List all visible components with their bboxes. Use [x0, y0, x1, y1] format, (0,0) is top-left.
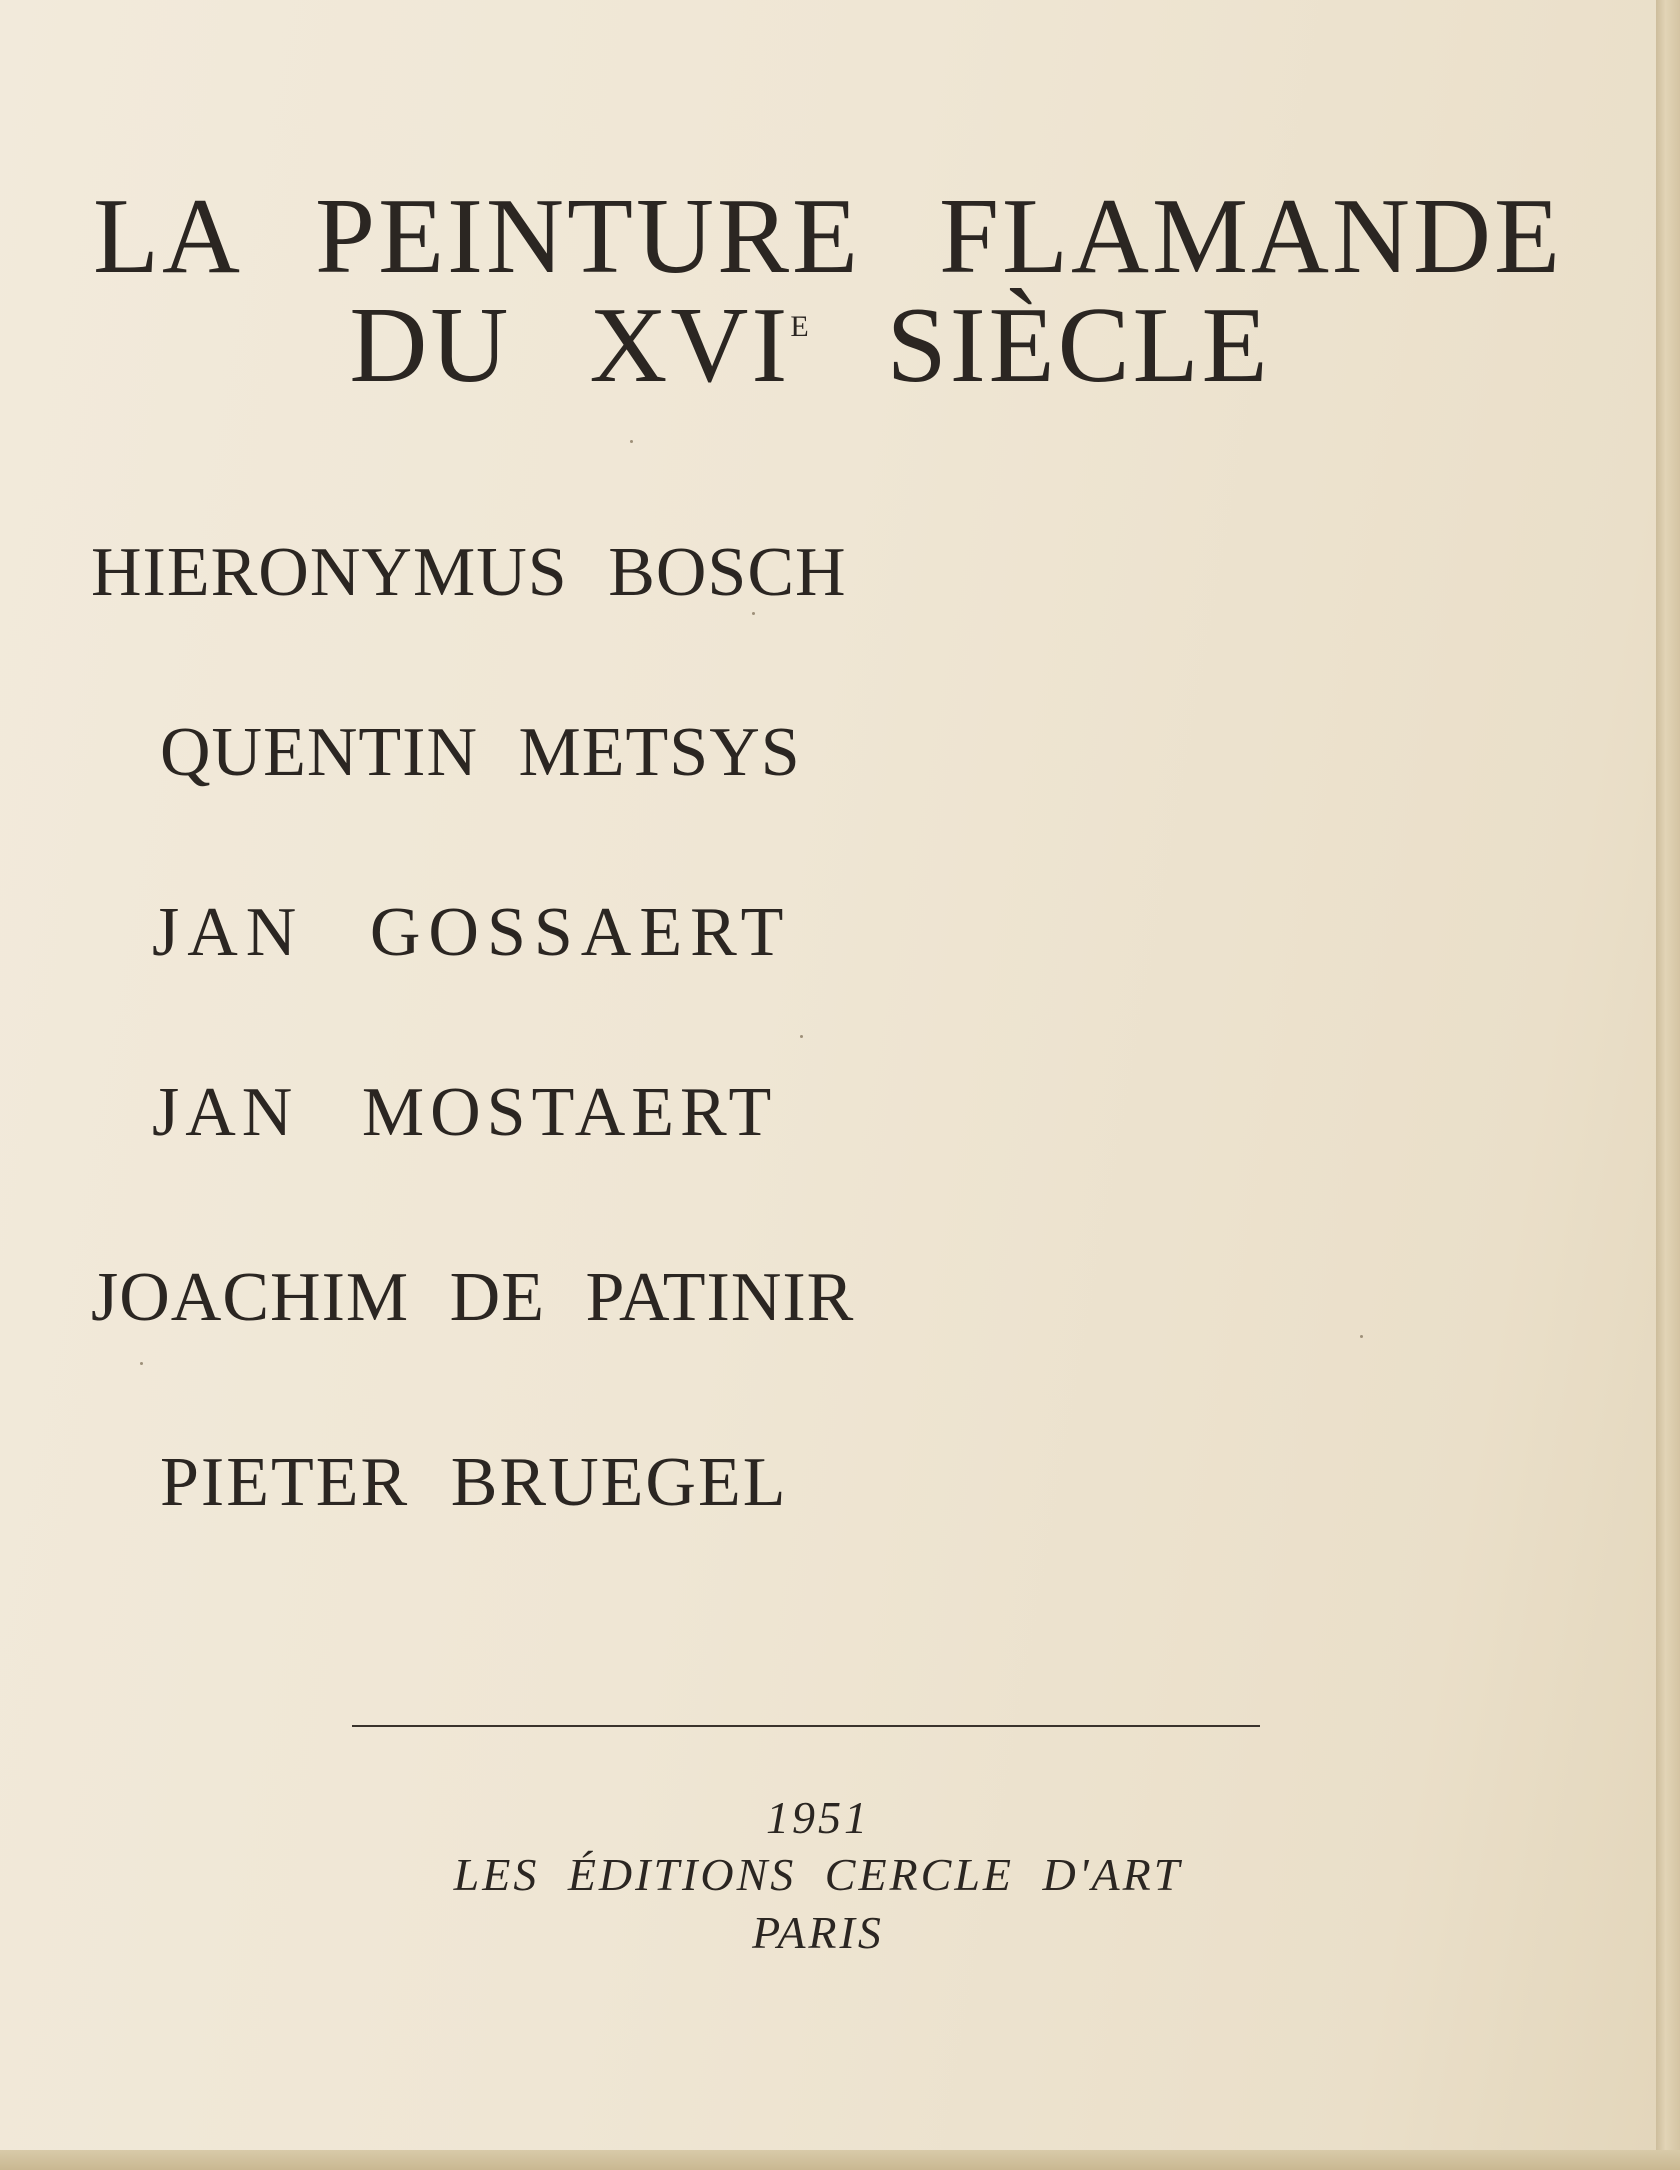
artist-name-gossaert: JAN GOSSAERT [152, 894, 792, 971]
paper-speck [1360, 1335, 1363, 1338]
publication-year: 1951 [766, 1792, 870, 1843]
page-bottom-edge [0, 2150, 1680, 2170]
artist-name-bruegel: PIETER BRUEGEL [160, 1444, 788, 1521]
paper-speck [800, 1035, 803, 1038]
artist-name-bosch: HIERONYMUS BOSCH [91, 534, 847, 611]
paper-speck [140, 1362, 143, 1365]
book-title-line-1: LA PEINTURE FLAMANDE [93, 177, 1563, 296]
paper-speck [630, 440, 633, 443]
book-title-line-2 [0, 286, 1620, 405]
artist-name-mostaert: JAN MOSTAERT [152, 1074, 778, 1151]
title-century-superscript: E [790, 310, 809, 343]
publisher-name: LES ÉDITIONS CERCLE D'ART [453, 1849, 1183, 1900]
page-right-edge [1656, 0, 1680, 2170]
horizontal-rule [352, 1725, 1260, 1727]
title-century-prefix: DU XVI [349, 286, 791, 405]
title-century-word: SIÈCLE [886, 286, 1271, 405]
paper-speck [752, 612, 755, 615]
artist-name-metsys: QUENTIN METSYS [160, 714, 801, 791]
publication-city: PARIS [752, 1907, 884, 1958]
artist-name-patinir: JOACHIM DE PATINIR [91, 1259, 855, 1336]
